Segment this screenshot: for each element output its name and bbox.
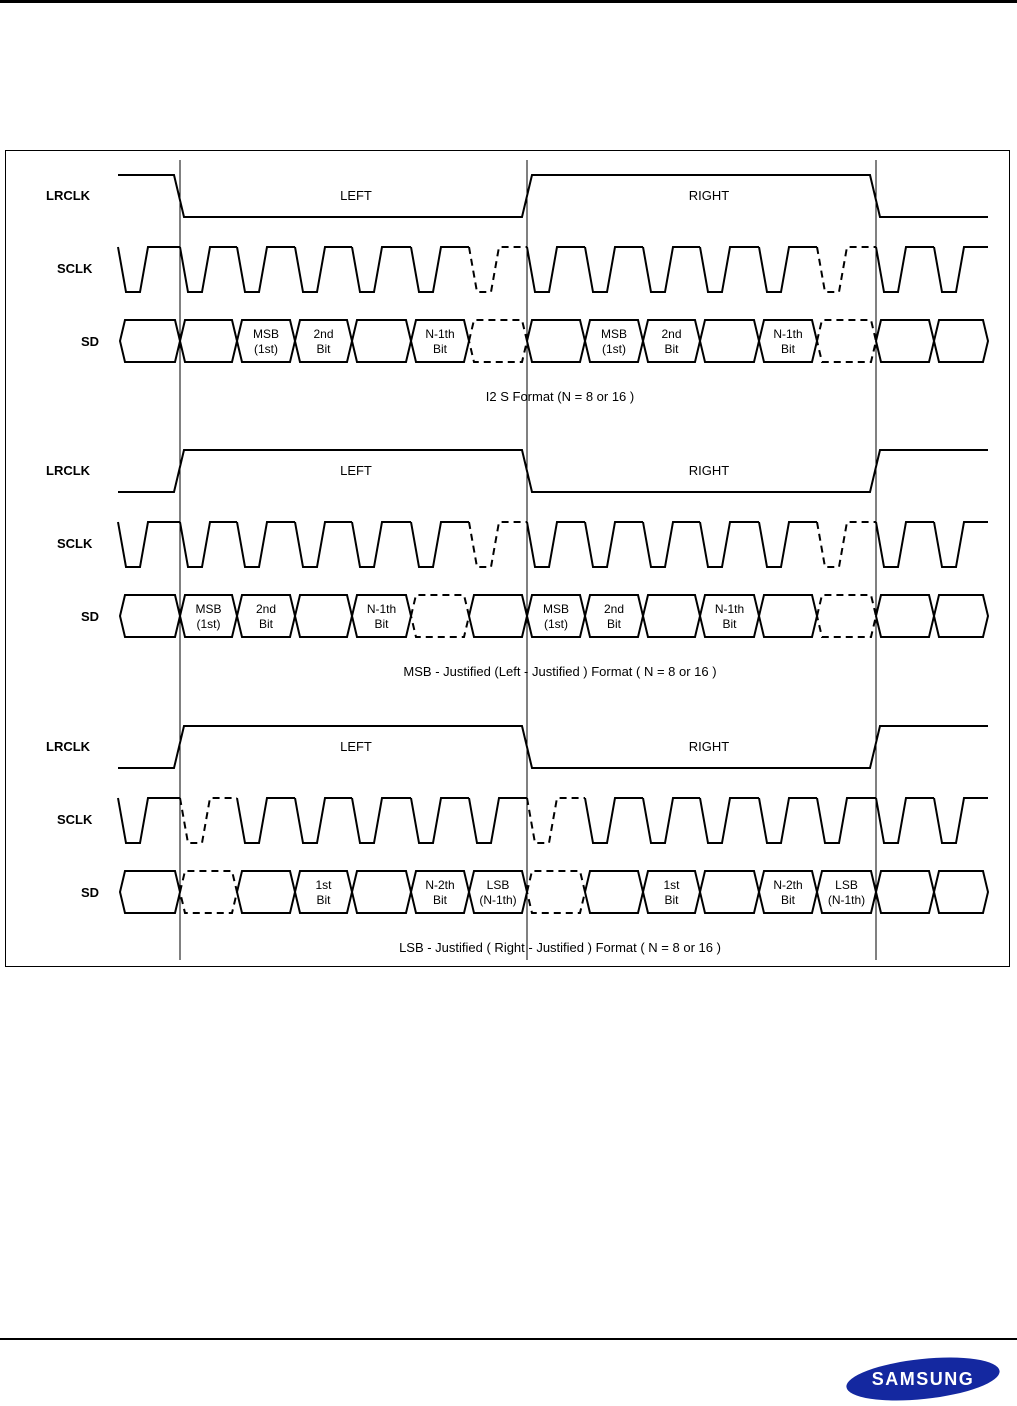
sd-bit-label-line: (N-1th) — [827, 893, 866, 907]
sd-bit-label — [661, 327, 681, 356]
sd-bit-label-line: 2nd — [255, 602, 277, 616]
sd-bit-label-line: Bit — [432, 342, 448, 356]
left-channel-label: LEFT — [340, 739, 372, 754]
sclk-cycle — [759, 798, 817, 843]
samsung-logo — [843, 1355, 1003, 1403]
sd-bit-label-line: 2nd — [603, 602, 625, 616]
sd-bit-slot — [585, 871, 643, 913]
sd-bit-label-line: (1st) — [544, 617, 568, 631]
sd-bit-label-line: Bit — [316, 342, 331, 356]
sd-bit-label-line: Bit — [664, 342, 679, 356]
sd-bit-slot — [876, 320, 934, 362]
sd-bit-slot — [120, 595, 180, 637]
sd-label: SD — [81, 334, 100, 349]
sd-bit-label-line: Bit — [664, 893, 679, 907]
sd-bit-label-line: MSB — [542, 602, 570, 616]
sd-bit-slot-dashed — [180, 871, 237, 913]
sd-bit-label-line: (1st) — [254, 342, 278, 356]
sd-bit-slot — [469, 595, 527, 637]
sd-bit-label-line: 1st — [663, 878, 680, 892]
sd-bit-label-line: 2nd — [661, 327, 682, 341]
sd-bit-label-line: N-1th — [425, 327, 455, 341]
sclk-cycle — [934, 798, 988, 843]
sclk-cycle — [352, 798, 411, 843]
sd-bit-slot-dashed — [469, 320, 527, 362]
lrclk-waveform — [118, 175, 988, 217]
sd-bit-label — [425, 878, 454, 907]
sclk-cycle — [817, 798, 876, 843]
sd-bit-label-line: Bit — [606, 617, 622, 631]
sd-bit-label-line: (1st) — [196, 617, 221, 631]
sclk-cycle-dashed — [817, 522, 876, 567]
sd-bit-label — [425, 327, 454, 356]
sd-bit-slot — [934, 320, 988, 362]
sd-bit-label-line: 2nd — [313, 327, 334, 341]
sclk-cycle — [700, 247, 759, 292]
sd-bit-label-line: Bit — [258, 617, 274, 631]
sd-bit-slot — [527, 320, 585, 362]
format-caption: MSB - Justified (Left - Justified ) Format ( N = 8 or 16 ) — [403, 664, 717, 679]
sclk-cycle — [295, 798, 352, 843]
sclk-cycle — [118, 522, 180, 567]
lrclk-label: LRCLK — [46, 463, 91, 478]
sclk-cycle — [643, 247, 700, 292]
sclk-cycle — [527, 522, 585, 567]
sd-bit-slot-dashed — [817, 320, 876, 362]
sclk-cycle — [411, 798, 469, 843]
sd-bit-slot — [180, 320, 237, 362]
left-channel-label: LEFT — [340, 463, 372, 478]
sd-bit-slot — [120, 871, 180, 913]
sd-bit-label-line: N-1th — [714, 602, 745, 616]
sclk-cycle — [237, 247, 295, 292]
lrclk-label: LRCLK — [46, 188, 91, 203]
sd-bit-label-line: Bit — [432, 893, 448, 907]
sd-bit-label-line: LSB — [486, 878, 510, 892]
sd-bit-label — [601, 327, 627, 356]
sclk-cycle — [180, 522, 237, 567]
sclk-cycle — [876, 247, 934, 292]
sd-bit-label-line: N-1th — [773, 327, 803, 341]
sd-bit-slot — [237, 871, 295, 913]
sd-bit-slot — [700, 871, 759, 913]
sd-bit-label-line: (1st) — [602, 342, 626, 356]
sd-bit-slot — [759, 595, 817, 637]
lrclk-waveform — [118, 450, 988, 492]
sd-bit-label-line: Bit — [316, 893, 331, 907]
sd-bit-slot — [876, 871, 934, 913]
sd-bit-label — [543, 602, 569, 631]
lrclk-label: LRCLK — [46, 739, 91, 754]
sclk-cycle — [237, 798, 295, 843]
sclk-cycle — [237, 522, 295, 567]
sd-bit-slot — [934, 871, 988, 913]
sclk-label: SCLK — [57, 261, 93, 276]
logo-text: SAMSUNG — [871, 1369, 975, 1389]
sclk-cycle — [643, 522, 700, 567]
sd-bit-slot-dashed — [411, 595, 469, 637]
sd-bit-slot — [876, 595, 934, 637]
sd-bit-label — [773, 878, 802, 907]
lrclk-waveform — [118, 726, 988, 768]
sd-bit-label — [253, 327, 279, 356]
sclk-cycle-dashed — [469, 522, 527, 567]
sd-bit-label — [195, 602, 221, 631]
sclk-cycle-dashed — [817, 247, 876, 292]
sclk-cycle — [585, 798, 643, 843]
sclk-cycle — [585, 247, 643, 292]
sclk-cycle — [469, 798, 527, 843]
sd-bit-slot — [700, 320, 759, 362]
sclk-cycle — [876, 798, 934, 843]
sclk-cycle — [411, 522, 469, 567]
sd-bit-slot — [643, 595, 700, 637]
sd-label: SD — [81, 885, 100, 900]
sclk-cycle-dashed — [469, 247, 527, 292]
sd-bit-label — [604, 602, 624, 631]
sd-bit-label — [773, 327, 802, 356]
sd-bit-label — [256, 602, 276, 631]
sd-bit-label — [367, 602, 396, 631]
sclk-label: SCLK — [57, 812, 93, 827]
sd-bit-label-line: (N-1th) — [479, 893, 517, 907]
right-channel-label: RIGHT — [688, 463, 730, 478]
sd-bit-slot — [934, 595, 988, 637]
sclk-cycle — [643, 798, 700, 843]
sd-bit-slot — [120, 320, 180, 362]
sclk-cycle — [934, 247, 988, 292]
sd-bit-label-line: N-2th — [773, 878, 803, 892]
sclk-cycle — [585, 522, 643, 567]
sd-bit-label-line: MSB — [252, 327, 280, 341]
sd-bit-label-line: Bit — [780, 893, 796, 907]
sd-bit-label — [663, 878, 680, 907]
sclk-cycle — [118, 798, 180, 843]
sclk-cycle — [876, 522, 934, 567]
sd-bit-slot — [295, 595, 352, 637]
sclk-cycle-dashed — [527, 798, 585, 843]
sclk-cycle — [759, 247, 817, 292]
sd-bit-slot — [352, 871, 411, 913]
sclk-cycle — [934, 522, 988, 567]
sclk-cycle — [527, 247, 585, 292]
sd-bit-label — [315, 878, 332, 907]
sclk-cycle — [759, 522, 817, 567]
right-channel-label: RIGHT — [688, 188, 730, 203]
sclk-cycle — [352, 247, 411, 292]
left-channel-label: LEFT — [340, 188, 372, 203]
sclk-cycle — [118, 247, 180, 292]
sclk-cycle — [352, 522, 411, 567]
sd-bit-slot — [352, 320, 411, 362]
sd-label: SD — [81, 609, 100, 624]
sclk-label: SCLK — [57, 536, 93, 551]
sd-bit-label-line: MSB — [195, 602, 222, 616]
sclk-cycle — [295, 522, 352, 567]
sd-bit-label — [479, 878, 516, 907]
format-caption: I2 S Format (N = 8 or 16 ) — [485, 389, 635, 404]
format-caption: LSB - Justified ( Right - Justified ) Format ( N = 8 or 16 ) — [399, 940, 721, 955]
sd-bit-label — [715, 602, 744, 631]
sd-bit-label-line: Bit — [722, 617, 737, 631]
sclk-cycle-dashed — [180, 798, 237, 843]
sd-bit-label-line: Bit — [780, 342, 796, 356]
sclk-cycle — [411, 247, 469, 292]
footer-rule — [0, 1338, 1017, 1340]
sd-bit-label-line: Bit — [374, 617, 389, 631]
sd-bit-slot-dashed — [527, 871, 585, 913]
sd-bit-label-line: LSB — [835, 878, 858, 892]
sclk-cycle — [700, 522, 759, 567]
sclk-cycle — [180, 247, 237, 292]
sd-bit-label — [828, 878, 865, 907]
sd-bit-slot-dashed — [817, 595, 876, 637]
sclk-cycle — [700, 798, 759, 843]
sd-bit-label-line: MSB — [600, 327, 628, 341]
right-channel-label: RIGHT — [688, 739, 730, 754]
sd-bit-label-line: N-2th — [425, 878, 455, 892]
sd-bit-label — [313, 327, 333, 356]
sd-bit-label-line: N-1th — [366, 602, 397, 616]
sclk-cycle — [295, 247, 352, 292]
sd-bit-label-line: 1st — [315, 878, 332, 892]
